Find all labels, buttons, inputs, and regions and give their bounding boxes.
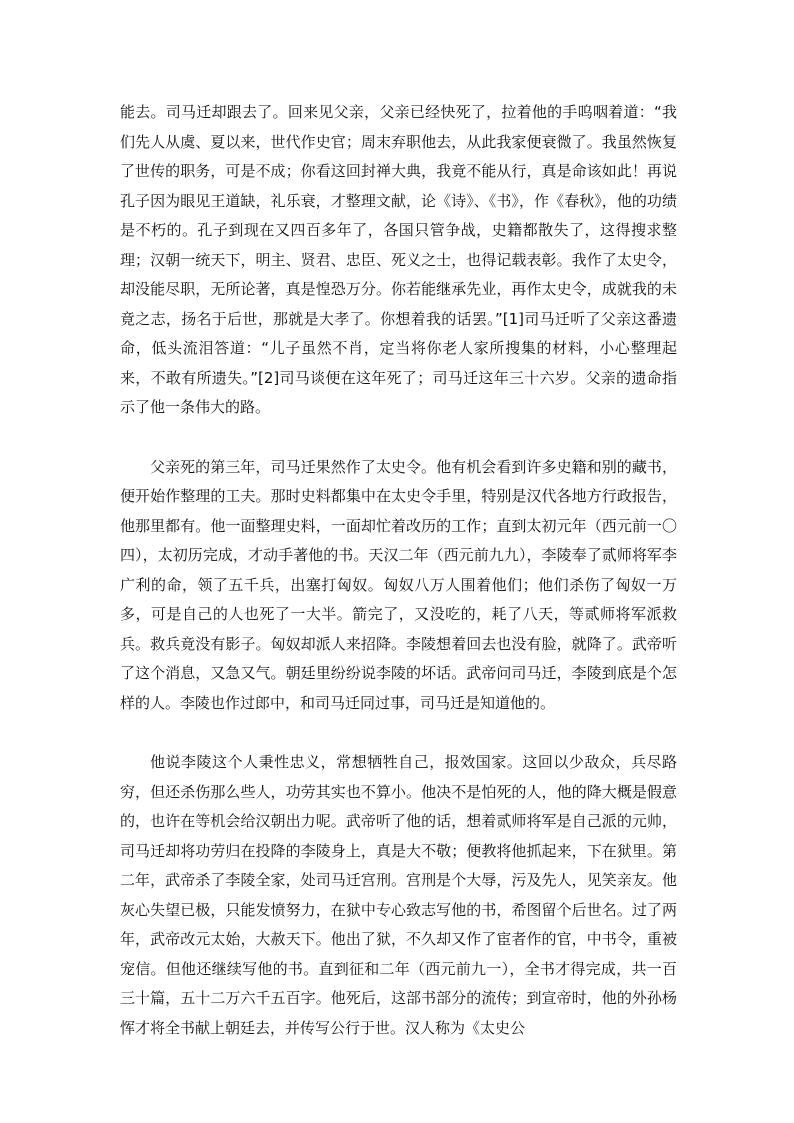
paragraph-2: 父亲死的第三年，司马迁果然作了太史令。他有机会看到许多史籍和别的藏书，便开始作整理的工夫。那时史料都集中在太史令手里，特别是汉代各地方行政报告，他那里都有。他一面整理史料，一面却忙着改历的工作；直到太初元年（西元前一〇四），太初历完成，才动手著他的书。天汉二年（西元前九九），李陵奉了贰师将军李广利的命，领了五千兵，出塞打匈奴。匈奴八万人围着他们；他们杀伤了匈奴一万多，可是自己的人也死了一大半。箭完了，又没吃的，耗了八天，等贰师将军派救兵。救兵竟没有影子。匈奴却派人来招降。李陵想着回去也没有脸，就降了。武帝听了这个消息，又急又气。朝廷里纷纷说李陵的坏话。武帝问司马迁，李陵到底是个怎样的人。李陵也作过郎中，和司马迁同过事，司马迁是知道他的。 xyxy=(120,457,677,712)
paragraph-3: 他说李陵这个人秉性忠义，常想牺牲自己，报效国家。这回以少敌众，兵尽路穷，但还杀伤那么些人，功劳其实也不算小。他决不是怕死的人，他的降大概是假意的，也许在等机会给汉朝出力呢。武帝听了他的话，想着贰师将军是自己派的元帅，司马迁却将功劳归在投降的李陵身上，真是大不敬；便教将他抓起来，下在狱里。第二年，武帝杀了李陵全家，处司马迁宫刑。宫刑是个大辱，污及先人，见笑亲友。他灰心失望已极，只能发愤努力，在狱中专心致志写他的书，希图留个后世名。过了两年，武帝改元太始，大赦天下。他出了狱，不久却又作了宦者作的官，中书令，重被宠信。但他还继续写他的书。直到征和二年（西元前九一），全书才得完成，共一百三十篇，五十二万六千五百字。他死后，这部书部分的流传；到宣帝时，他的外孙杨恽才将全书献上朝廷去，并传写公行于世。汉人称为《太史公 xyxy=(120,753,677,1037)
paragraph-gap xyxy=(120,423,677,453)
paragraph-gap xyxy=(120,718,677,748)
document-page xyxy=(120,98,677,1043)
paragraph-1: 能去。司马迁却跟去了。回来见父亲，父亲已经快死了，拉着他的手呜咽着道：“我们先人从虞、夏以来，世代作史官；周末弃职他去，从此我家便衰微了。我虽然恢复了世传的职务，可是不成；你看这回封禅大典，我竟不能从行，真是命该如此！再说孔子因为眼见王道缺，礼乐衰，才整理文献，论《诗》、《书》，作《春秋》，他的功绩是不朽的。孔子到现在又四百多年了，各国只管争战，史籍都散失了，这得搜求整理；汉朝一统天下，明主、贤君、忠臣、死义之士，也得记载表彰。我作了太史令，却没能尽职，无所论著，真是惶恐万分。你若能继承先业，再作太史令，成就我的未竟之志，扬名于后世，那就是大孝了。你想着我的话罢。”[1]司马迁听了父亲这番遗命，低头流泪答道：“儿子虽然不肖，定当将你老人家所搜集的材料，小心整理起来，不敢有所遗失。”[2]司马谈便在这年死了；司马迁这年三十六岁。父亲的遗命指示了他一条伟大的路。 xyxy=(120,103,677,416)
